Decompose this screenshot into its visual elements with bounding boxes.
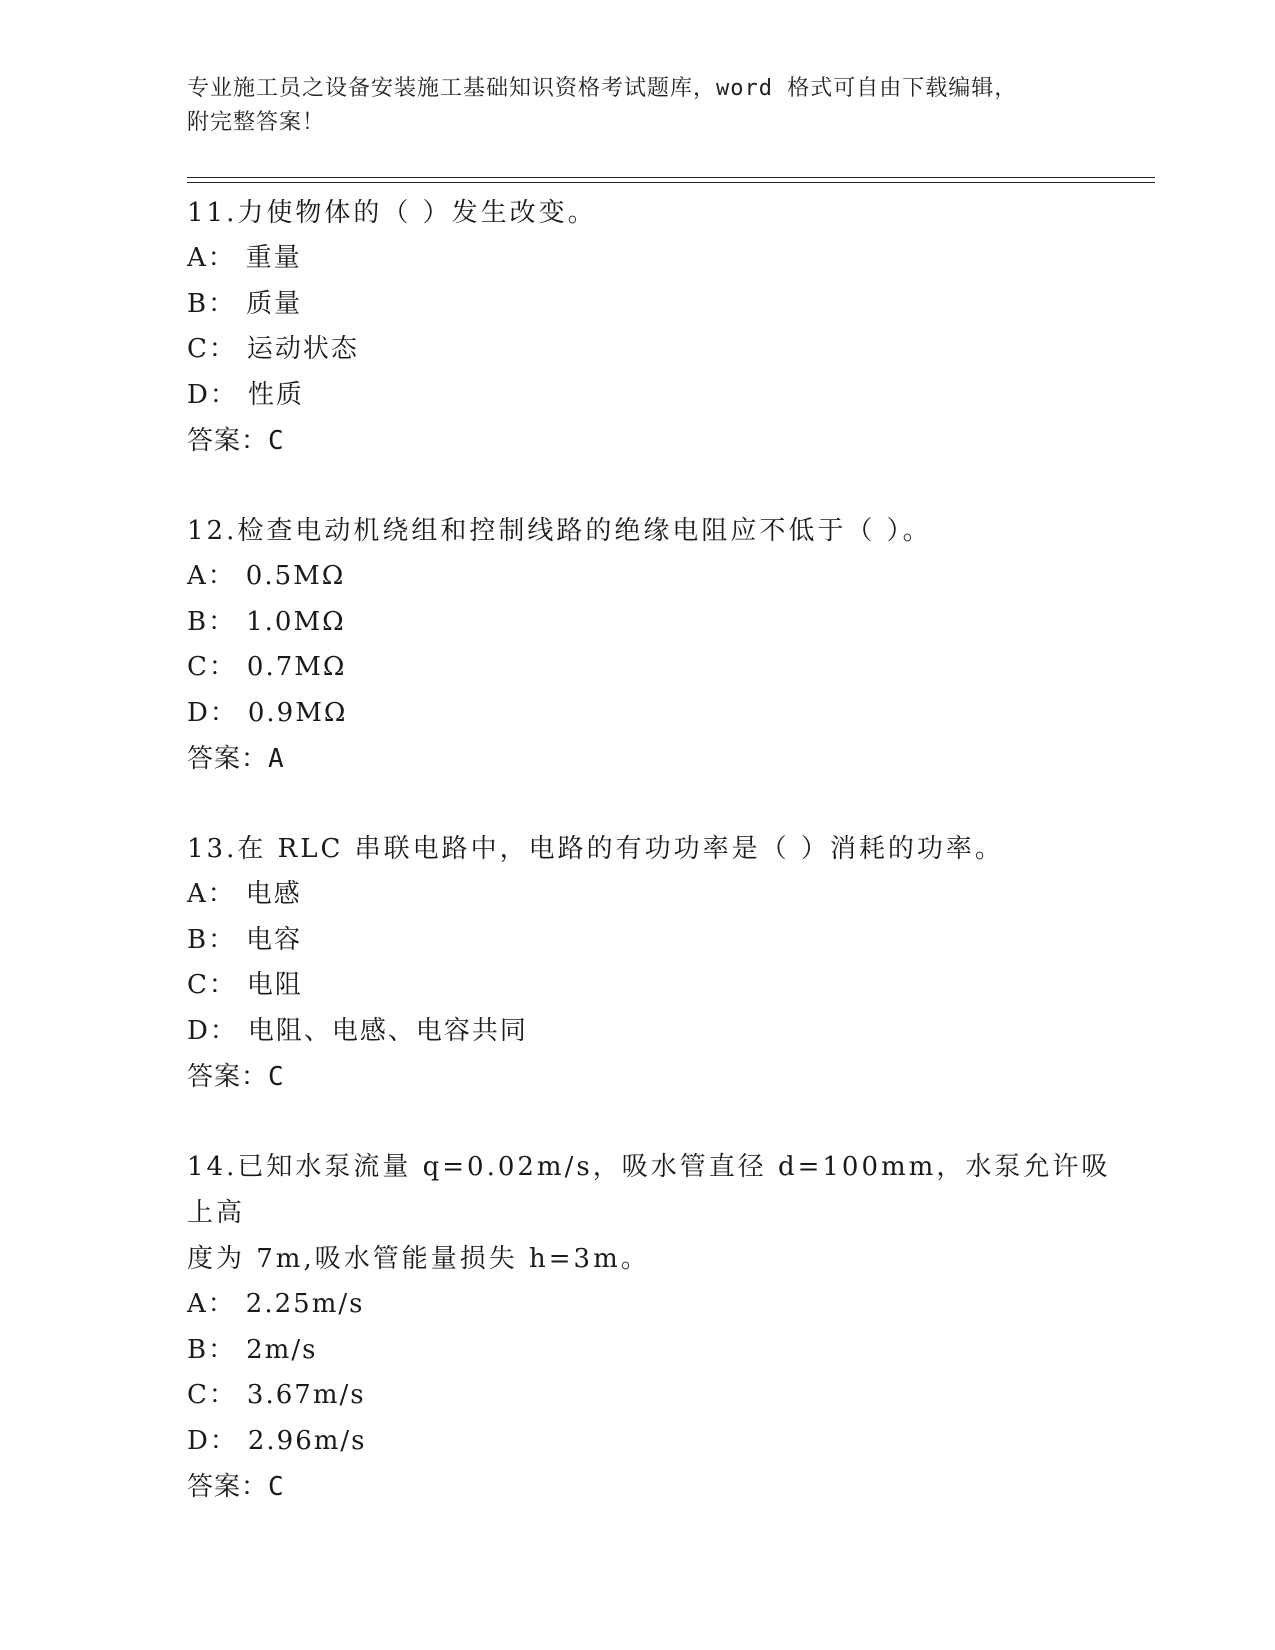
option-letter: C <box>187 970 209 1000</box>
option-c: C： 3.67m/s <box>187 1380 366 1410</box>
option-text: 质量 <box>246 288 303 319</box>
header-line-2: 附完整答案！ <box>187 110 326 135</box>
option-text: 运动状态 <box>246 334 359 364</box>
question-11 <box>187 190 1127 464</box>
option-text: 2.96m/s <box>247 1425 367 1456</box>
option-b: B： 电容 <box>187 924 303 955</box>
question-stem: 11.力使物体的（ ）发生改变。 <box>187 198 597 228</box>
answer-line: 答案：A <box>187 744 285 774</box>
option-letter: D <box>187 1425 210 1456</box>
question-14 <box>187 1144 1127 1510</box>
option-c: C： 0.7MΩ <box>187 652 347 682</box>
option-d: D： 电阻、电感、电容共同 <box>187 1015 528 1046</box>
option-letter: A <box>187 243 208 273</box>
option-text: 重量 <box>245 243 302 273</box>
option-letter: D <box>187 697 210 728</box>
question-stem: 12.检查电动机绕组和控制线路的绝缘电阻应不低于（ ）。 <box>187 516 932 546</box>
option-a: A： 重量 <box>187 243 302 273</box>
option-a: A： 0.5MΩ <box>187 561 346 591</box>
answer-line: 答案：C <box>187 426 285 456</box>
answer-line: 答案：C <box>187 1472 285 1502</box>
option-text: 1.0MΩ <box>246 606 346 637</box>
option-text: 3.67m/s <box>246 1380 366 1410</box>
option-text: 电阻 <box>246 970 303 1000</box>
option-letter: C <box>187 1380 209 1410</box>
option-letter: B <box>187 1334 209 1365</box>
option-letter: B <box>187 924 209 955</box>
option-letter: A <box>187 879 208 909</box>
option-text: 电感 <box>245 879 302 909</box>
option-b: B： 2m/s <box>187 1334 318 1365</box>
question-stem: 13.在 RLC 串联电路中，电路的有功功率是（ ）消耗的功率。 <box>187 834 1004 864</box>
option-text: 0.9MΩ <box>247 697 348 728</box>
option-c: C： 电阻 <box>187 970 303 1000</box>
option-a: A： 电感 <box>187 879 302 909</box>
option-letter: D <box>187 379 210 410</box>
option-text: 电阻、电感、电容共同 <box>247 1015 528 1046</box>
option-a: A： 2.25m/s <box>187 1289 365 1319</box>
option-b: B： 1.0MΩ <box>187 606 346 637</box>
option-letter: A <box>187 1289 208 1319</box>
option-letter: C <box>187 652 209 682</box>
header-divider-bottom <box>187 182 1155 183</box>
question-12 <box>187 508 1127 782</box>
option-letter: A <box>187 561 208 591</box>
question-list <box>187 190 1127 1554</box>
option-letter: C <box>187 334 209 364</box>
header-divider-top <box>187 177 1155 178</box>
option-c: C： 运动状态 <box>187 334 359 364</box>
question-stem-line-1: 14.已知水泵流量 q=0.02m/s，吸水管直径 d=100mm，水泵允许吸上高 <box>187 1152 1111 1228</box>
option-text: 2m/s <box>246 1334 318 1365</box>
option-text: 电容 <box>246 924 303 955</box>
header-line-1: 专业施工员之设备安装施工基础知识资格考试题库，word 格式可自由下载编辑， <box>187 76 1018 101</box>
option-b: B： 质量 <box>187 288 303 319</box>
option-text: 0.7MΩ <box>246 652 347 682</box>
option-d: D： 2.96m/s <box>187 1425 367 1456</box>
option-d: D： 0.9MΩ <box>187 697 348 728</box>
option-d: D： 性质 <box>187 379 304 410</box>
option-letter: B <box>187 288 209 319</box>
option-text: 2.25m/s <box>245 1289 365 1319</box>
question-13 <box>187 826 1127 1100</box>
document-header <box>187 72 1067 140</box>
option-letter: B <box>187 606 209 637</box>
option-text: 0.5MΩ <box>245 561 346 591</box>
answer-line: 答案：C <box>187 1062 285 1092</box>
option-text: 性质 <box>247 379 304 410</box>
option-letter: D <box>187 1015 210 1046</box>
question-stem-line-2: 度为 7m,吸水管能量损失 h=3m。 <box>187 1244 650 1274</box>
